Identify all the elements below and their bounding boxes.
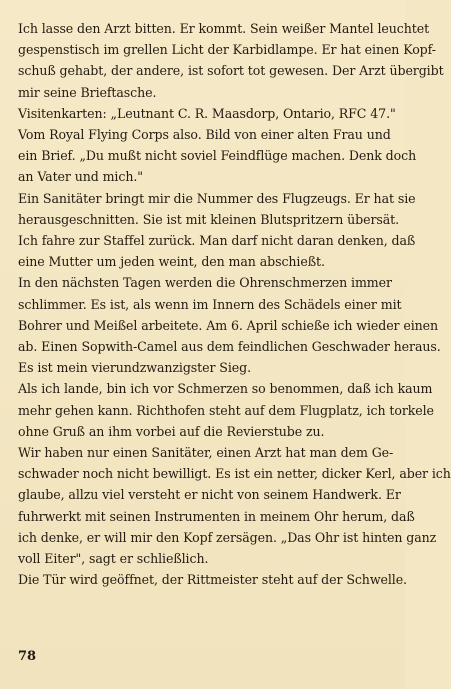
text-line: Als ich lande, bin ich vor Schmerzen so benommen, daß ich kaum: [18, 381, 433, 397]
text-line: Ein Sanitäter bringt mir die Nummer des Flugzeugs. Er hat sie: [18, 190, 416, 206]
text-line: an Vater und mich.": [18, 169, 143, 185]
text-line: fuhrwerkt mit seinen Instrumenten in meinem Ohr herum, daß: [18, 508, 415, 524]
text-line: ein Brief. „Du mußt nicht soviel Feindflüge machen. Denk doch: [18, 148, 417, 164]
text-line: schlimmer. Es ist, als wenn im Innern des Schädels einer mit: [18, 296, 402, 312]
text-line: Wir haben nur einen Sanitäter, einen Arzt hat man dem Ge-: [18, 445, 394, 461]
text-line: mehr gehen kann. Richthofen steht auf dem Flugplatz, ich torkele: [18, 402, 434, 418]
text-line: Bohrer und Meißel arbeitete. Am 6. April schieße ich wieder einen: [18, 317, 439, 333]
text-line: ab. Einen Sopwith-Camel aus dem feindlichen Geschwader heraus.: [18, 339, 441, 355]
text-line: Vom Royal Flying Corps also. Bild von einer alten Frau und: [18, 127, 391, 143]
text-line: Die Tür wird geöffnet, der Rittmeister steht auf der Schwelle.: [18, 572, 407, 588]
text-line: herausgeschnitten. Sie ist mit kleinen Blutspritzern übersät.: [18, 211, 400, 227]
text-line: ich denke, er will mir den Kopf zersägen. „Das Ohr ist hinten ganz: [18, 529, 437, 545]
text-line: glaube, allzu viel versteht er nicht von seinem Handwerk. Er: [18, 487, 401, 503]
text-line: voll Eiter", sagt er schließlich.: [18, 551, 209, 567]
page-number: 78: [18, 649, 37, 664]
text-line: mir seine Brieftasche.: [18, 84, 157, 100]
text-line: Visitenkarten: „Leutnant C. R. Maasdorp, Ontario, RFC 47.": [18, 105, 396, 121]
text-line: eine Mutter um jeden weint, den man abschießt.: [18, 254, 325, 270]
text-line: schuß gehabt, der andere, ist sofort tot gewesen. Der Arzt übergibt: [18, 63, 444, 79]
text-line: Es ist mein vierundzwanzigster Sieg.: [18, 360, 251, 376]
text-line: schwader noch nicht bewilligt. Es ist ein netter, dicker Kerl, aber ich: [18, 466, 451, 482]
text-line: Ich fahre zur Staffel zurück. Man darf nicht daran denken, daß: [18, 233, 416, 249]
text-line: In den nächsten Tagen werden die Ohrenschmerzen immer: [18, 275, 392, 291]
body-text: [18, 18, 451, 590]
text-line: gespenstisch im grellen Licht der Karbidlampe. Er hat einen Kopf-: [18, 42, 436, 58]
text-line: ohne Gruß an ihm vorbei auf die Revierstube zu.: [18, 423, 325, 439]
text-line: Ich lasse den Arzt bitten. Er kommt. Sein weißer Mantel leuchtet: [18, 21, 430, 36]
